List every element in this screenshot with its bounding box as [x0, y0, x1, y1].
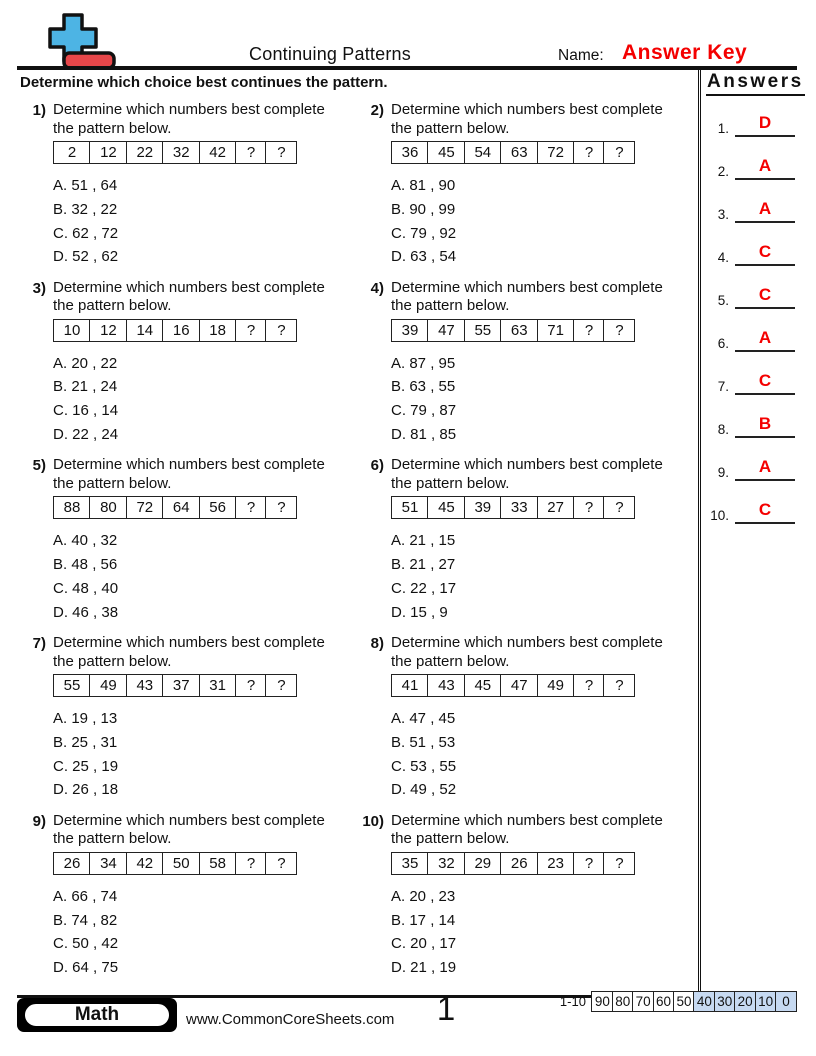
sequence-unknown-cell: ?: [265, 674, 297, 697]
sequence-unknown-cell: ?: [603, 496, 635, 519]
answer-letter: B: [758, 414, 772, 433]
answer-letter: A: [758, 156, 772, 175]
score-table: [560, 991, 797, 1012]
choices: [391, 352, 687, 447]
pattern-sequence: [53, 319, 349, 342]
choice-a: A. 20 , 23: [391, 887, 456, 905]
choice-b: B. 90 , 99: [391, 200, 456, 218]
question-5: [20, 456, 358, 634]
question-number: 10): [362, 812, 384, 830]
question-9: [20, 812, 358, 990]
math-logo-icon: [42, 12, 122, 72]
question-prompt: Determine which numbers best complete the pattern below.: [391, 101, 663, 137]
sequence-cell: 88: [53, 496, 91, 519]
sequence-unknown-cell: ?: [265, 319, 297, 342]
score-cell: 80: [612, 991, 634, 1012]
sequence-cell: 51: [391, 496, 429, 519]
choice-d: D. 64 , 75: [53, 959, 119, 977]
question-number: 8): [370, 635, 384, 653]
sequence-cell: 10: [53, 319, 91, 342]
answer-item-8: [705, 411, 797, 438]
sequence-cell: 39: [464, 496, 502, 519]
sequence-cell: 32: [162, 141, 200, 164]
sequence-cell: 42: [126, 852, 164, 875]
choice-c: C. 22 , 17: [391, 579, 457, 597]
sequence-unknown-cell: ?: [235, 852, 267, 875]
choice-d: D. 22 , 24: [53, 426, 119, 444]
answer-item-7: [705, 368, 797, 395]
answer-blank-line: [735, 196, 795, 223]
sequence-cell: 36: [391, 141, 429, 164]
choice-d: D. 46 , 38: [53, 603, 119, 621]
sequence-cell: 58: [199, 852, 237, 875]
sequence-cell: 37: [162, 674, 200, 697]
question-number: 4): [370, 279, 384, 297]
choice-d: D. 26 , 18: [53, 781, 119, 799]
question-prompt: Determine which numbers best complete the pattern below.: [53, 456, 325, 492]
question-number: 5): [32, 457, 46, 475]
answers-panel-title: Answers: [706, 71, 805, 96]
choice-b: B. 51 , 53: [391, 733, 456, 751]
question-prompt: Determine which numbers best complete the pattern below.: [391, 634, 663, 670]
choice-d: D. 63 , 54: [391, 248, 457, 266]
answer-number: 3.: [717, 207, 729, 222]
sequence-cell: 2: [53, 141, 91, 164]
choice-a: A. 66 , 74: [53, 887, 118, 905]
sequence-cell: 45: [464, 674, 502, 697]
answer-blank-line: [735, 454, 795, 481]
answer-item-4: [705, 239, 797, 266]
sequence-cell: 72: [126, 496, 164, 519]
sequence-cell: 63: [500, 141, 538, 164]
question-10: [358, 812, 696, 990]
sequence-cell: 63: [500, 319, 538, 342]
answer-number: 2.: [717, 164, 729, 179]
choice-a: A. 87 , 95: [391, 354, 456, 372]
choice-b: B. 32 , 22: [53, 200, 118, 218]
pattern-sequence: [391, 852, 687, 875]
sequence-cell: 12: [89, 141, 127, 164]
answer-blank-line: [735, 497, 795, 524]
choices: [53, 174, 349, 269]
sequence-cell: 45: [427, 141, 465, 164]
pattern-sequence: [391, 319, 687, 342]
plus-minus-logo: [42, 12, 122, 72]
choice-b: B. 63 , 55: [391, 378, 456, 396]
sequence-cell: 47: [500, 674, 538, 697]
answer-item-3: [705, 196, 797, 223]
score-cell: 30: [714, 991, 736, 1012]
question-6: [358, 456, 696, 634]
choice-a: A. 81 , 90: [391, 177, 456, 194]
subject-badge: [17, 998, 177, 1032]
pattern-sequence: [391, 674, 687, 697]
page-title: Continuing Patterns: [249, 44, 411, 64]
answer-letter: A: [758, 199, 772, 218]
sequence-unknown-cell: ?: [235, 141, 267, 164]
sequence-cell: 35: [391, 852, 429, 875]
sequence-cell: 16: [162, 319, 200, 342]
score-cell: 90: [591, 991, 613, 1012]
sequence-cell: 32: [427, 852, 465, 875]
sequence-cell: 45: [427, 496, 465, 519]
question-prompt: Determine which numbers best complete the pattern below.: [391, 811, 663, 848]
answer-blank-line: [735, 325, 795, 352]
sequence-cell: 14: [126, 319, 164, 342]
sequence-unknown-cell: ?: [235, 674, 267, 697]
sequence-unknown-cell: ?: [265, 496, 297, 519]
question-2: [358, 101, 696, 279]
question-prompt: Determine which numbers best complete the pattern below.: [391, 456, 663, 492]
sequence-cell: 22: [126, 141, 164, 164]
sequence-cell: 50: [162, 852, 200, 875]
question-7: [20, 634, 358, 812]
answer-number: 5.: [717, 293, 729, 308]
question-number: 3): [32, 279, 46, 297]
answer-number: 6.: [717, 336, 729, 351]
subject-label: Math: [22, 1001, 172, 1029]
choice-b: B. 25 , 31: [53, 733, 118, 751]
choice-c: C. 79 , 92: [391, 224, 457, 242]
answer-blank-line: [735, 282, 795, 309]
sequence-unknown-cell: ?: [235, 319, 267, 342]
sequence-cell: 26: [500, 852, 538, 875]
sequence-unknown-cell: ?: [603, 141, 635, 164]
pattern-sequence: [391, 141, 687, 164]
name-label: Name:: [558, 47, 604, 64]
question-1: [20, 101, 358, 279]
choice-c: C. 20 , 17: [391, 935, 457, 953]
answer-number: 4.: [717, 250, 729, 265]
score-cell: 20: [734, 991, 756, 1012]
answer-item-2: [705, 153, 797, 180]
answer-letter: C: [758, 371, 772, 390]
choice-a: A. 47 , 45: [391, 710, 456, 728]
sequence-unknown-cell: ?: [235, 496, 267, 519]
score-cell: 60: [653, 991, 675, 1012]
answer-number: 1.: [717, 121, 729, 136]
choice-c: C. 48 , 40: [53, 579, 119, 597]
choice-c: C. 79 , 87: [391, 402, 457, 420]
sequence-cell: 43: [126, 674, 164, 697]
choice-a: A. 19 , 13: [53, 710, 118, 728]
choice-c: C. 53 , 55: [391, 757, 457, 775]
header-divider: [17, 66, 797, 70]
sequence-unknown-cell: ?: [265, 141, 297, 164]
sequence-cell: 55: [464, 319, 502, 342]
sequence-unknown-cell: ?: [603, 852, 635, 875]
answer-blank-line: [735, 411, 795, 438]
answer-item-5: [705, 282, 797, 309]
choice-b: B. 21 , 27: [391, 556, 456, 574]
question-prompt: Determine which numbers best complete the pattern below.: [53, 634, 325, 670]
answer-letter: A: [758, 457, 772, 476]
choice-a: A. 20 , 22: [53, 354, 118, 372]
choice-b: B. 48 , 56: [53, 556, 118, 574]
choice-d: D. 81 , 85: [391, 426, 457, 444]
sequence-cell: 49: [537, 674, 575, 697]
sequence-unknown-cell: ?: [603, 319, 635, 342]
choices: [391, 174, 687, 269]
sequence-cell: 49: [89, 674, 127, 697]
sequence-cell: 64: [162, 496, 200, 519]
answer-letter: C: [758, 285, 772, 304]
question-prompt: Determine which numbers best complete the pattern below.: [53, 811, 325, 848]
sequence-cell: 18: [199, 319, 237, 342]
answer-number: 10.: [710, 508, 729, 523]
answer-blank-line: [735, 153, 795, 180]
answer-letter: A: [758, 328, 772, 347]
choice-b: B. 74 , 82: [53, 911, 118, 929]
choice-d: D. 15 , 9: [391, 603, 448, 621]
pattern-sequence: [53, 496, 349, 519]
choices: [391, 885, 687, 980]
choices: [53, 352, 349, 447]
sequence-cell: 33: [500, 496, 538, 519]
answer-item-6: [705, 325, 797, 352]
sequence-cell: 42: [199, 141, 237, 164]
sequence-unknown-cell: ?: [573, 141, 605, 164]
choice-a: A. 21 , 15: [391, 532, 456, 550]
sequence-unknown-cell: ?: [573, 852, 605, 875]
sequence-cell: 55: [53, 674, 91, 697]
choice-b: B. 21 , 24: [53, 378, 118, 396]
answer-number: 8.: [717, 422, 729, 437]
choice-d: D. 52 , 62: [53, 248, 119, 266]
score-cell: 40: [693, 991, 715, 1012]
choice-d: D. 21 , 19: [391, 959, 457, 977]
sequence-unknown-cell: ?: [573, 496, 605, 519]
pattern-sequence: [391, 496, 687, 519]
sequence-cell: 29: [464, 852, 502, 875]
question-number: 7): [32, 635, 46, 653]
website-link: www.CommonCoreSheets.com: [186, 1011, 395, 1028]
question-prompt: Determine which numbers best complete the pattern below.: [53, 101, 325, 137]
question-number: 9): [32, 812, 46, 830]
sequence-cell: 39: [391, 319, 429, 342]
pattern-sequence: [53, 674, 349, 697]
choices: [53, 885, 349, 980]
sequence-cell: 80: [89, 496, 127, 519]
choice-b: B. 17 , 14: [391, 911, 456, 929]
questions-grid: [20, 101, 698, 989]
score-cell: 70: [632, 991, 654, 1012]
choice-c: C. 62 , 72: [53, 224, 119, 242]
sequence-cell: 54: [464, 141, 502, 164]
sequence-cell: 27: [537, 496, 575, 519]
pattern-sequence: [53, 141, 349, 164]
sequence-cell: 31: [199, 674, 237, 697]
answer-number: 7.: [717, 379, 729, 394]
sequence-cell: 12: [89, 319, 127, 342]
choice-c: C. 25 , 19: [53, 757, 119, 775]
pattern-sequence: [53, 852, 349, 875]
answer-item-9: [705, 454, 797, 481]
choices: [391, 707, 687, 802]
sequence-unknown-cell: ?: [603, 674, 635, 697]
score-cell: 0: [775, 991, 797, 1012]
choice-c: C. 16 , 14: [53, 402, 119, 420]
sequence-cell: 34: [89, 852, 127, 875]
question-prompt: Determine which numbers best complete the pattern below.: [391, 278, 663, 315]
answers-panel-divider: [698, 70, 701, 997]
question-prompt: Determine which numbers best complete the pattern below.: [53, 278, 325, 315]
page-number: 1: [436, 990, 456, 1027]
question-number: 1): [32, 102, 46, 119]
instruction-text: Determine which choice best continues the pattern.: [20, 74, 388, 91]
answer-item-1: [705, 110, 797, 137]
sequence-cell: 41: [391, 674, 429, 697]
answer-number: 9.: [717, 465, 729, 480]
question-8: [358, 634, 696, 812]
answer-key-text: Answer Key: [622, 41, 748, 64]
answer-blank-line: [735, 368, 795, 395]
question-4: [358, 279, 696, 457]
choice-a: A. 40 , 32: [53, 532, 118, 550]
answer-item-10: [705, 497, 797, 524]
sequence-cell: 43: [427, 674, 465, 697]
score-cell: 10: [755, 991, 777, 1012]
score-range-label: 1-10: [559, 994, 586, 1009]
answer-blank-line: [735, 239, 795, 266]
sequence-cell: 56: [199, 496, 237, 519]
sequence-unknown-cell: ?: [573, 674, 605, 697]
choice-c: C. 50 , 42: [53, 935, 119, 953]
choices: [53, 707, 349, 802]
question-number: 6): [370, 457, 384, 475]
sequence-cell: 47: [427, 319, 465, 342]
sequence-cell: 26: [53, 852, 91, 875]
choice-d: D. 49 , 52: [391, 781, 457, 799]
choice-a: A. 51 , 64: [53, 177, 118, 194]
score-cell: 50: [673, 991, 695, 1012]
answer-blank-line: [735, 110, 795, 137]
question-3: [20, 279, 358, 457]
answer-letter: C: [758, 500, 772, 519]
answer-letter: C: [758, 242, 772, 261]
answer-letter: D: [758, 113, 772, 132]
choices: [391, 529, 687, 624]
sequence-unknown-cell: ?: [265, 852, 297, 875]
sequence-cell: 71: [537, 319, 575, 342]
sequence-unknown-cell: ?: [573, 319, 605, 342]
sequence-cell: 23: [537, 852, 575, 875]
question-number: 2): [370, 102, 384, 119]
sequence-cell: 72: [537, 141, 575, 164]
choices: [53, 529, 349, 624]
